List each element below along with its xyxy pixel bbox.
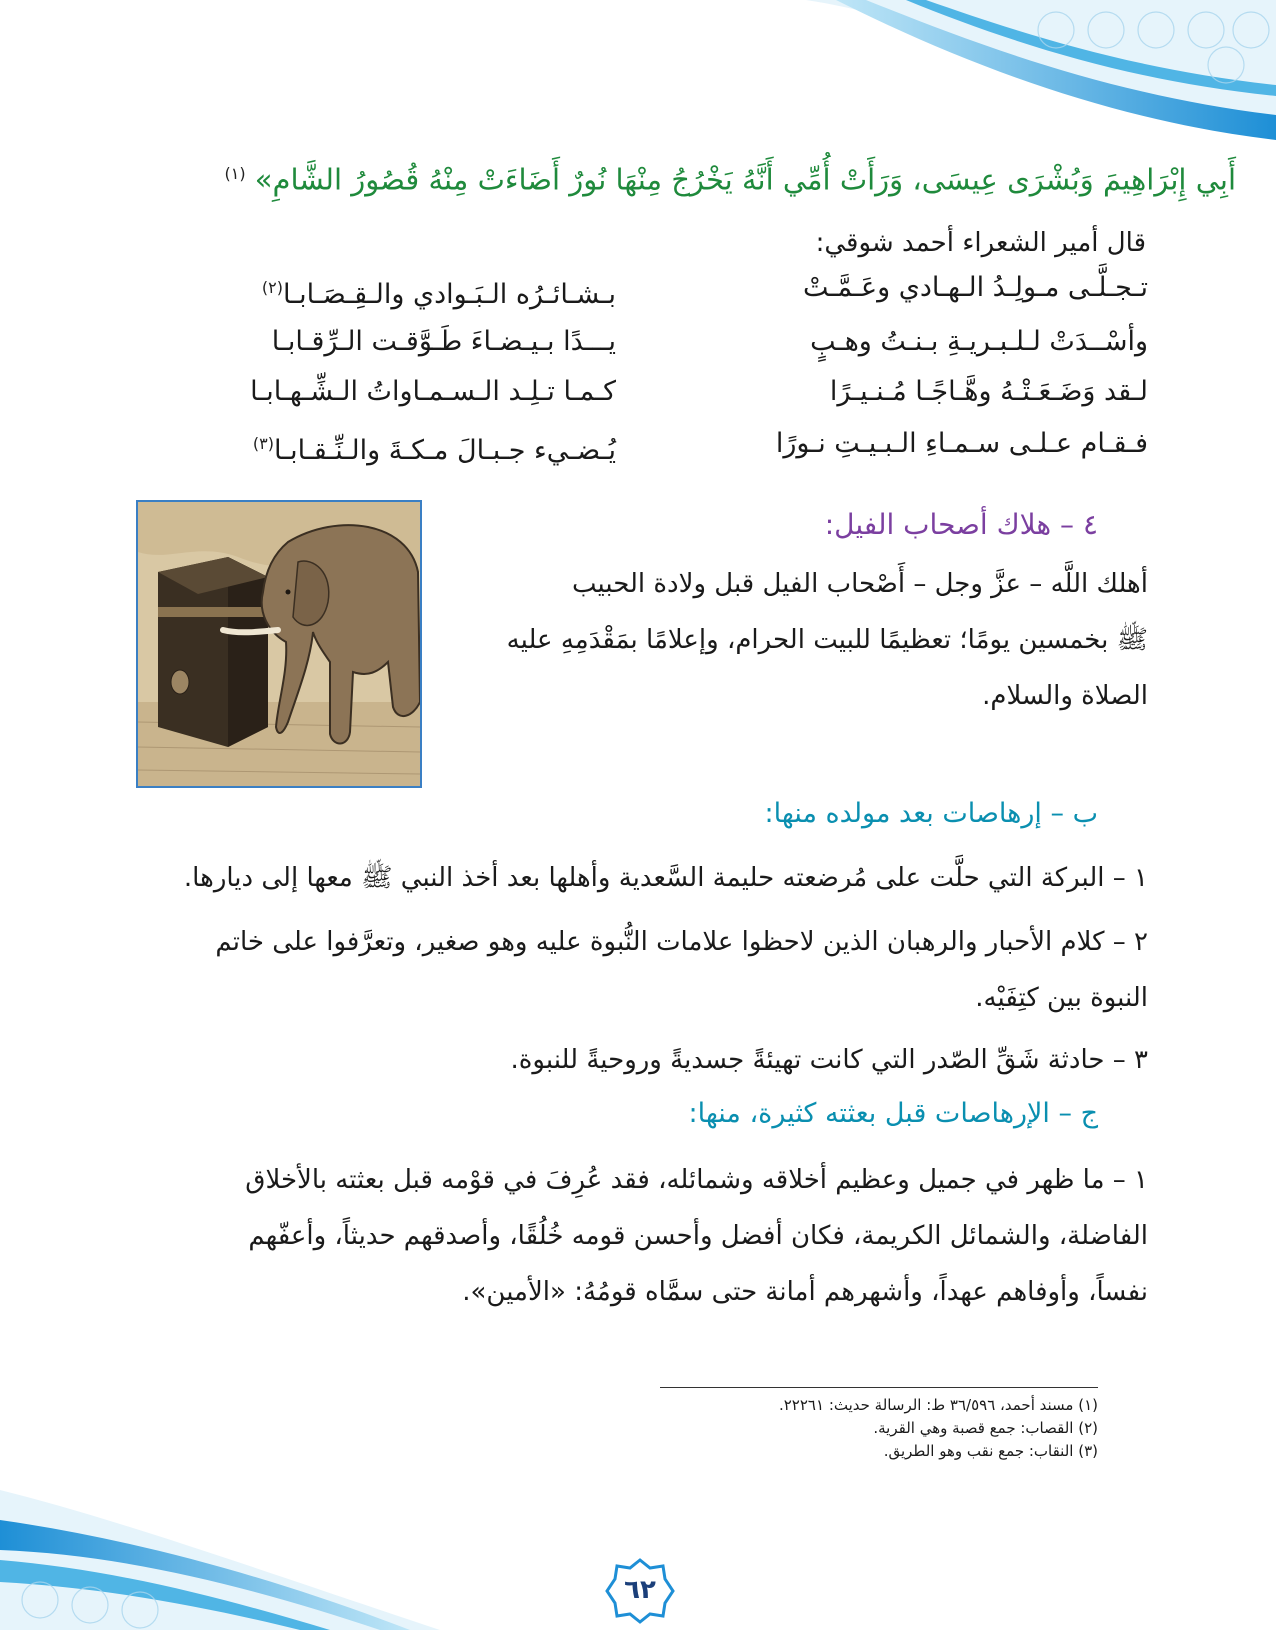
- page-number: ٦٢: [624, 1575, 656, 1605]
- poem-hemistich-right: تـجـلَّـى مـولِـدُ الـهـادي وعَـمَّـتْ: [803, 272, 1148, 303]
- footnote-ref-3: (٣): [252, 434, 274, 453]
- section-b-heading: ب – إرهاصات بعد مولده منها:: [764, 798, 1098, 829]
- hadith-text: أَبِي إِبْرَاهِيمَ وَبُشْرَى عِيسَى، وَرَأَتْ أُمِّي أَنَّهُ يَخْرُجُ مِنْهَا نُورٌ أَضَاءَتْ مِنْهُ قُصُورُ الشَّامِ»: [254, 162, 1236, 197]
- poem-hemistich-right: وأسْــدَتْ لـلـبـريـةِ بـنـتُ وهـبٍ: [810, 326, 1148, 357]
- illustration-drawing: [138, 502, 420, 786]
- paragraph-line: الفاضلة، والشمائل الكريمة، فكان أفضل وأحسن قومه خُلُقًا، وأصدقهم حديثاً، وأعفّهم: [248, 1221, 1148, 1251]
- poem-hemistich-right: فـقـام عـلـى سـمـاءِ الـبـيـتِ نـورًا: [775, 428, 1148, 459]
- hadith-quote: [86, 152, 1236, 202]
- poem-hemistich-left: يـــدًا بـيـضـاءَ طَـوَّقـت الـرِّقـابـا: [271, 326, 616, 357]
- footnote-ref-1: (١): [224, 164, 246, 183]
- footnote-2: (٢) القصاب: جمع قصبة وهي القرية.: [873, 1419, 1098, 1437]
- poem-hemistich-right: لـقد وَضَـعَـتْـهُ وهَّـاجًـا مُـنـيـرًا: [829, 376, 1148, 407]
- decorative-corner-top: [806, 0, 1276, 140]
- poem-intro: قال أمير الشعراء أحمد شوقي:: [815, 228, 1146, 258]
- section-4-paragraph: [448, 556, 1148, 724]
- list-item: ٣ – حادثة شَقِّ الصّدر التي كانت تهيئةً جسديةً وروحيةً للنبوة.: [510, 1045, 1148, 1075]
- section-4-heading: ٤ – هلاك أصحاب الفيل:: [824, 508, 1098, 541]
- paragraph-line: الصلاة والسلام.: [982, 681, 1148, 711]
- poem-hemistich-left: كـمـا تـلِـد الـسـمـاواتُ الـشِّـهـابـا: [250, 376, 616, 407]
- paragraph-line: ١ – ما ظهر في جميل وعظيم أخلاقه وشمائله، فقد عُرِفَ في قوْمه قبل بعثته بالأخلاق: [245, 1165, 1148, 1195]
- paragraph-line: أهلك اللَّه – عزَّ وجل – أَصْحاب الفيل قبل ولادة الحبيب: [572, 569, 1148, 599]
- section-c-paragraph: [138, 1152, 1148, 1320]
- list-item-line: النبوة بين كتِفَيْه.: [975, 983, 1148, 1013]
- footnote-1: (١) مسند أحمد، ٣٦/٥٩٦ ط: الرسالة حديث: ٢٢٢٦١.: [778, 1396, 1098, 1414]
- list-item: ١ – البركة التي حلَّت على مُرضعته حليمة السَّعدية وأهلها بعد أخذ النبي ﷺ معها إلى ديارها.: [183, 863, 1148, 893]
- section-b-list: [138, 850, 1148, 1088]
- poem-hemistich-left: يُـضـيء جـبـالَ مـكـةَ والـنِّـقـابـا$^{(٣)}$: [252, 434, 616, 466]
- list-item-line: ٢ – كلام الأحبار والرهبان الذين لاحظوا علامات النُّبوة عليه وهو صغير، وتعرَّفوا على خاتم: [215, 927, 1148, 957]
- footnote-separator: [660, 1387, 1098, 1388]
- footnote-3: (٣) النقاب: جمع نقب وهو الطريق.: [883, 1442, 1098, 1460]
- list-item: [138, 914, 1148, 1026]
- footnote-ref-2: (٢): [261, 278, 283, 297]
- decorative-corner-bottom: [0, 1460, 440, 1630]
- poem-hemistich-left: بـشـائـرُه الـبَـوادي والـقِـصَـابـا$^{(٢)}$: [261, 278, 616, 310]
- paragraph-line: نفساً، وأوفاهم عهداً، وأشهرهم أمانة حتى سمَّاه قومُهُ: «الأمين».: [462, 1277, 1148, 1307]
- paragraph-line: ﷺ بخمسين يومًا؛ تعظيمًا للبيت الحرام، وإعلامًا بمَقْدَمِهِ عليه: [506, 625, 1148, 655]
- section-c-heading: ج – الإرهاصات قبل بعثته كثيرة، منها:: [688, 1098, 1098, 1129]
- kaaba-elephant-illustration: [136, 500, 422, 788]
